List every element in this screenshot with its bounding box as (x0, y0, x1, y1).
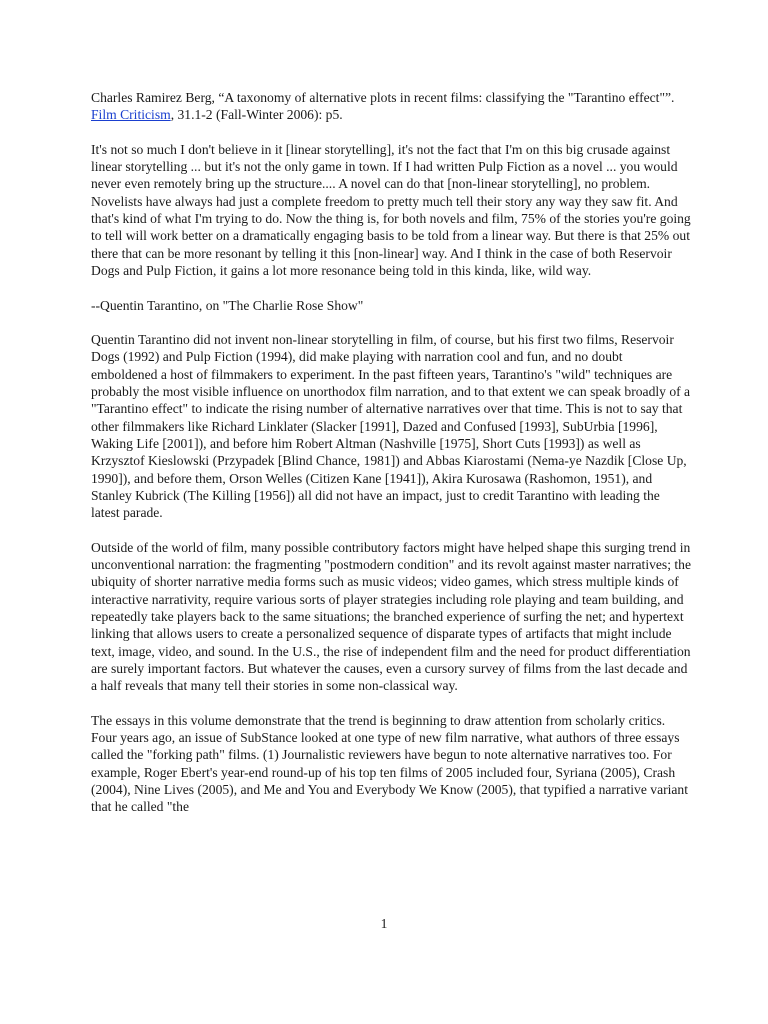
document-body (91, 89, 691, 833)
epigraph-attribution: --Quentin Tarantino, on "The Charlie Rose Show" (91, 297, 364, 313)
citation-suffix: , 31.1-2 (Fall-Winter 2006): p5. (170, 107, 343, 123)
epigraph-quote: It's not so much I don't believe in it [linear storytelling], it's not the fact that I'm on this big crusade against linear storytelling ... but it's not the only game in town. If I had written Pulp Fiction as a novel ... you would never even remotely bring up the structure.... A novel can do that [non-linear storytelling], no problem. Novelists have always had just a complete freedom to pretty much tell their story any way they saw fit. And that's kind of what I'm trying to do. Now the thing is, for both novels and film, 75% of the stories you're going to tell will work better on a dramatically engaging basis to be told from a linear way. But there is that 25% out there that can be more resonant by telling it this [non-linear] way. And I think in the case of both Reservoir Dogs and Pulp Fiction, it gains a lot more resonance being told in this kinda, like, wild way. (91, 141, 691, 278)
body-paragraph: The essays in this volume demonstrate that the trend is beginning to draw attention from scholarly critics. Four years ago, an issue of SubStance looked at one type of new film narrative, what authors of three essays called the "forking path" films. (1) Journalistic reviewers have begun to note alternative narratives too. For example, Roger Ebert's year-end round-up of his top ten films of 2005 included four, Syriana (2005), Crash (2004), Nine Lives (2005), and Me and You and Everybody We Know (2005), that typified a narrative variant that he called "the (91, 712, 689, 815)
citation-prefix: Charles Ramirez Berg, “A taxonomy of alternative plots in recent films: classifying the "Tarantino effect"”. (91, 90, 675, 105)
citation (91, 89, 691, 124)
body-paragraph: Quentin Tarantino did not invent non-linear storytelling in film, of course, but his first two films, Reservoir Dogs (1992) and Pulp Fiction (1994), did make playing with narration cool and fun, and no doubt emboldened a host of filmmakers to experiment. In the past fifteen years, Tarantino's "wild" techniques are probably the most visible influence on unorthodox film narration, and to that extent we can speak broadly of a "Tarantino effect" to indicate the rising number of alternative narratives over that time. This is not to say that other filmmakers like Richard Linklater (Slacker [1991], Dazed and Confused [1993], SubUrbia [1996], Waking Life [2001]), and before him Robert Altman (Nashville [1975], Short Cuts [1993]) as well as Krzysztof Kieslowski (Przypadek [Blind Chance, 1981]) and Abbas Kiarostami (Nema-ye Nazdik [Close Up, 1990]), and before them, Orson Welles (Citizen Kane [1941]), Akira Kurosawa (Rashomon, 1951), and Stanley Kubrick (The Killing [1956]) all did not have an impact, just to credit Tarantino with leading the latest parade. (91, 332, 691, 521)
body-paragraph: Outside of the world of film, many possible contributory factors might have helped shape this surging trend in unconventional narration: the fragmenting "postmodern condition" and its revolt against master narratives; the ubiquity of shorter narrative media forms such as music videos; video games, which stress multiple kinds of interactive narrativity, require various sorts of player strategies including role playing and team building, and repeatedly take players back to the same situations; the branched experience of surfing the net; and hypertext linking that allows users to create a personalized sequence of disparate types of artifacts that might include text, image, video, and sound. In the U.S., the rise of independent film and the need for product differentiation are surely important factors. But whatever the causes, even a cursory survey of films from the last decade and a half reveals that many tell their stories in some non-classical way. (91, 539, 691, 694)
page-number: 1 (380, 916, 388, 931)
journal-link[interactable]: Film Criticism (91, 107, 171, 123)
